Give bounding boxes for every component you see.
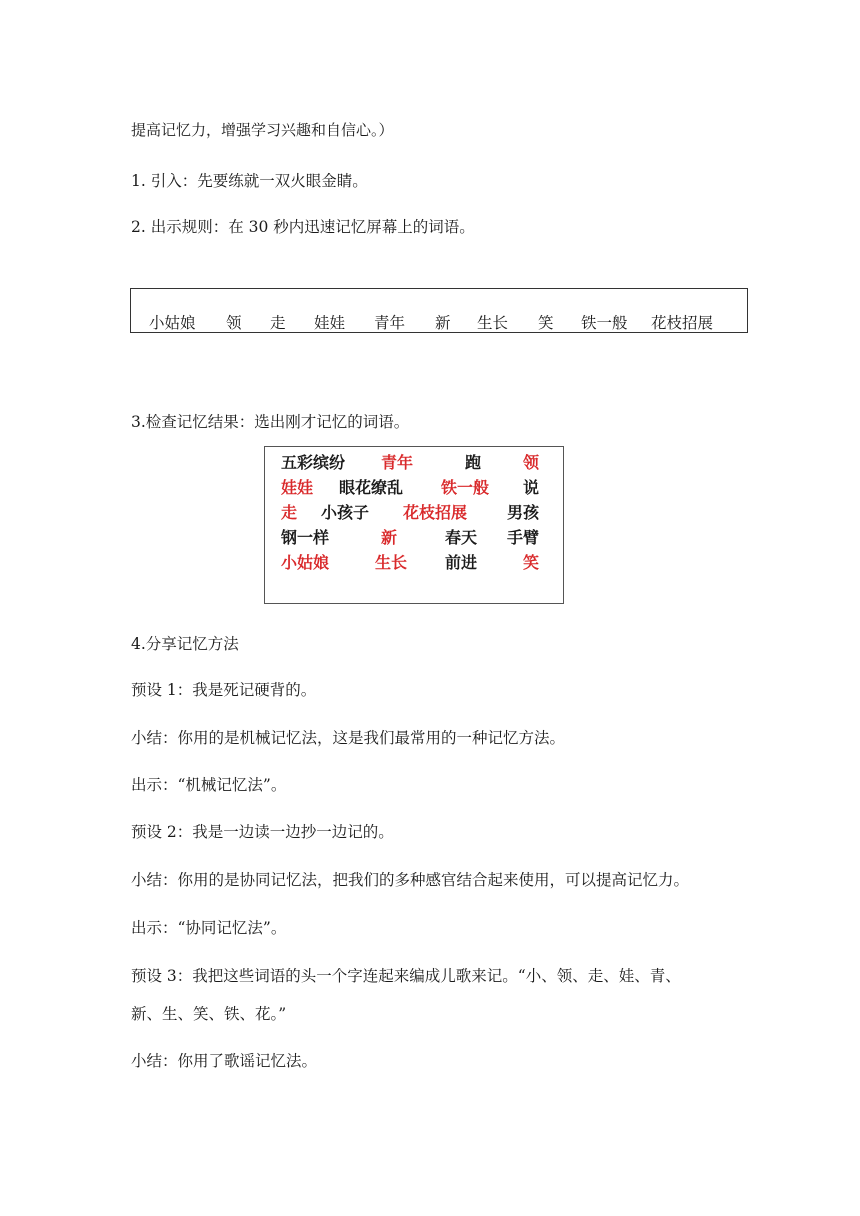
step2-text: 2. 出示规则：在 30 秒内迅速记忆屏幕上的词语。	[131, 218, 475, 236]
memory-words-box	[130, 288, 748, 333]
memory-word: 花枝招展	[651, 314, 714, 332]
intro-tail-text: 提高记忆力，增强学习兴趣和自信心。）	[131, 121, 394, 139]
grid-word: 跑	[465, 453, 482, 472]
memory-word: 领	[226, 314, 242, 332]
step1-text: 1. 引入：先要练就一双火眼金睛。	[131, 172, 368, 190]
grid-word: 娃娃	[281, 478, 314, 497]
memory-word: 铁一般	[581, 314, 628, 332]
memory-word: 走	[270, 314, 286, 332]
grid-word: 铁一般	[441, 478, 490, 497]
grid-word: 新	[381, 528, 398, 547]
grid-word: 前进	[445, 553, 478, 572]
grid-word: 花枝招展	[403, 503, 468, 522]
grid-word: 春天	[445, 528, 478, 547]
grid-word: 笑	[522, 553, 539, 572]
step3-text: 3.检查记忆结果：选出刚才记忆的词语。	[131, 413, 410, 431]
grid-word: 五彩缤纷	[281, 453, 346, 472]
memory-word: 娃娃	[314, 314, 346, 332]
grid-word: 说	[522, 478, 539, 497]
memory-word: 新	[435, 314, 451, 332]
grid-word: 眼花缭乱	[339, 478, 404, 497]
grid-word: 钢一样	[281, 528, 330, 547]
memory-word: 生长	[477, 314, 509, 332]
preset3-text-line2: 新、生、笑、铁、花。”	[131, 1005, 287, 1023]
grid-word: 生长	[375, 553, 408, 572]
word-selection-grid	[264, 446, 564, 604]
show2-text: 出示：“协同记忆法”。	[131, 919, 287, 937]
grid-word: 小姑娘	[281, 553, 330, 572]
preset2-text: 预设 2：我是一边读一边抄一边记的。	[131, 823, 394, 841]
memory-word: 青年	[374, 314, 406, 332]
show1-text: 出示：“机械记忆法”。	[131, 776, 287, 794]
memory-word: 小姑娘	[149, 314, 196, 332]
summary1-text: 小结：你用的是机械记忆法，这是我们最常用的一种记忆方法。	[131, 729, 566, 747]
summary2-text: 小结：你用的是协同记忆法，把我们的多种感官结合起来使用，可以提高记忆力。	[131, 871, 690, 889]
preset1-text: 预设 1：我是死记硬背的。	[131, 681, 317, 699]
grid-word: 领	[522, 453, 539, 472]
step4-heading: 4.分享记忆方法	[131, 635, 239, 653]
grid-word: 男孩	[506, 503, 539, 522]
summary3-text: 小结：你用了歌谣记忆法。	[131, 1052, 318, 1070]
grid-word: 小孩子	[321, 503, 370, 522]
grid-word: 手臂	[506, 528, 539, 547]
preset3-text-line1: 预设 3：我把这些词语的头一个字连起来编成儿歌来记。“小、领、走、娃、青、	[131, 967, 681, 985]
memory-word: 笑	[538, 314, 554, 332]
grid-word: 青年	[381, 453, 414, 472]
grid-word: 走	[281, 503, 298, 522]
